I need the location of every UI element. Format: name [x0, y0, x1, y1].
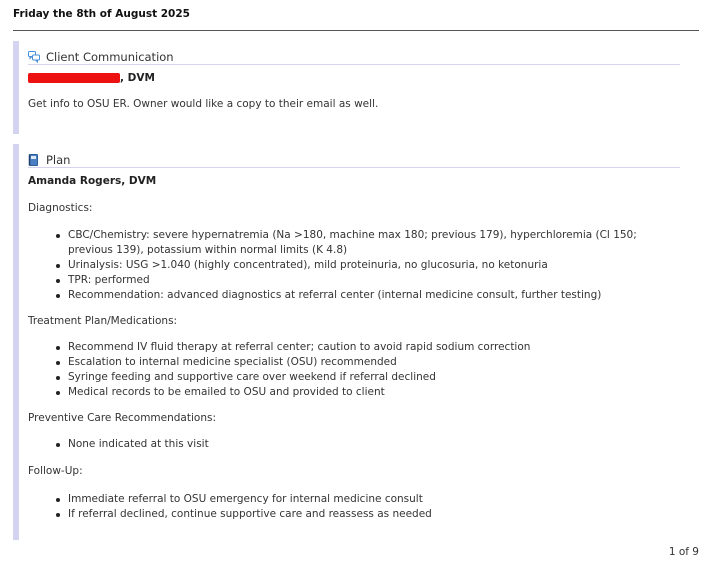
plan-title: Plan	[46, 153, 71, 167]
list-item: Urinalysis: USG >1.040 (highly concentrated), mild proteinuria, no glucosuria, no ketonuria	[68, 258, 637, 273]
diagnostics-list	[68, 228, 637, 303]
header-divider	[13, 30, 699, 31]
author-suffix: , DVM	[120, 72, 155, 84]
preventive-list	[68, 437, 209, 452]
treatment-list	[68, 340, 530, 400]
speech-bubbles-icon	[28, 51, 40, 63]
preventive-heading: Preventive Care Recommendations:	[28, 412, 216, 424]
plan-rule	[28, 167, 680, 168]
list-item-text: previous 139), potassium within normal limits (K 4.8)	[68, 244, 348, 256]
followup-list	[68, 492, 432, 522]
list-item: Escalation to internal medicine specialist (OSU) recommended	[68, 355, 530, 370]
client-communication-rule	[28, 64, 680, 65]
treatment-heading: Treatment Plan/Medications:	[28, 315, 178, 327]
plan-title-row	[28, 153, 70, 167]
client-communication-note: Get info to OSU ER. Owner would like a copy to their email as well.	[28, 98, 379, 110]
client-communication-author	[28, 72, 155, 84]
client-communication-title-row	[28, 50, 174, 64]
list-item: None indicated at this visit	[68, 438, 209, 450]
list-item-text: CBC/Chemistry: severe hypernatremia (Na >180, machine max 180; previous 179), hyperchloremia (Cl 150;	[68, 229, 637, 241]
list-item	[68, 228, 637, 258]
plan-author: Amanda Rogers, DVM	[28, 175, 157, 187]
client-communication-section	[13, 41, 699, 134]
list-item: TPR: performed	[68, 273, 637, 288]
page-number: 1 of 9	[668, 546, 699, 558]
plan-section	[13, 144, 699, 540]
notebook-icon	[28, 154, 40, 166]
list-item: Medical records to be emailed to OSU and provided to client	[68, 385, 530, 400]
diagnostics-heading: Diagnostics:	[28, 202, 93, 214]
followup-heading: Follow-Up:	[28, 465, 83, 477]
list-item: Recommend IV fluid therapy at referral center; caution to avoid rapid sodium correction	[68, 341, 531, 353]
redacted-name	[28, 73, 120, 83]
list-item: Recommendation: advanced diagnostics at referral center (internal medicine consult, further testing)	[68, 288, 637, 303]
list-item: Immediate referral to OSU emergency for internal medicine consult	[68, 492, 432, 507]
record-date-heading: Friday the 8th of August 2025	[13, 8, 190, 20]
list-item: Syringe feeding and supportive care over weekend if referral declined	[68, 370, 530, 385]
client-communication-title: Client Communication	[46, 50, 174, 64]
list-item: If referral declined, continue supportive care and reassess as needed	[68, 508, 432, 520]
